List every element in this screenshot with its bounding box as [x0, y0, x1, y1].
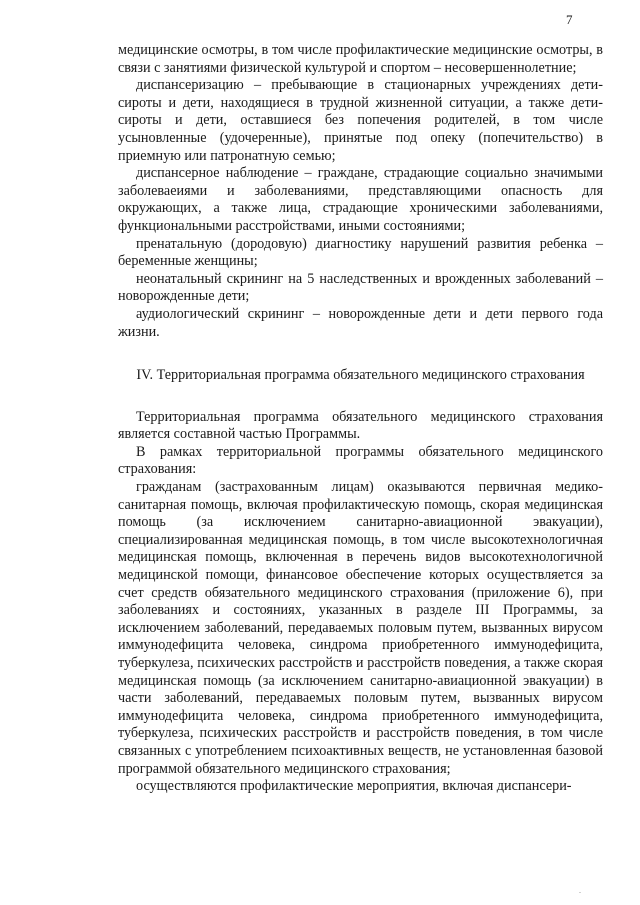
paragraph-territorial-program: Территориальная программа обязательного медицинского страхования является составной частью Программы. — [118, 408, 603, 443]
page-number: 7 — [566, 12, 573, 27]
paragraph-citizens-care: гражданам (застрахованным лицам) оказываются первичная медико-санитарная помощь, включая профилактическую помощь, скорая медицинская помощь (за исключением санитарно-авиационной эвакуации), специализированная медицинская помощь, в том числе высокотехнологичная медицинская помощь, включенная в перечень видов высокотехнологичной медицинской помощи, финансовое обеспечение которых осуществляется за счет средств обязательного медицинского страхования (приложение 6), при заболеваниях и состояниях, указанных в разделе III Программы, за исключением заболеваний, передаваемых половым путем, вызванных вирусом иммунодефицита человека, синдрома приобретенного иммунодефицита, туберкулеза, психических расстройств и расстройств поведения, а также скорая медицинская помощь (за исключением санитарно-авиационной эвакуации) в части заболеваний, передаваемых половым путем, вызванных вирусом иммунодефицита человека, синдрома приобретенного иммунодефицита, туберкулеза, психических расстройств и расстройств поведения, в том числе связанных с употреблением психоактивных веществ, не установленная базовой программой обязательного медицинского страхования; — [118, 479, 603, 777]
paragraph-dispensary-observation: диспансерное наблюдение – граждане, страдающие социально значимыми заболеваеиями и заболеваниями, представляющими опасность для окружающих, а также лица, страдающие хроническими заболеваниями, функциональными расстройствами, иными состояниями; — [118, 165, 603, 234]
paragraph-dispensarization: диспансеризацию – пребывающие в стационарных учреждениях дети-сироты и дети, находящиеся в трудной жизненной ситуации, а также дети-сироты и дети, оставшиеся без попечения родителей, в том числе усыновленные (удочеренные), принятые под опеку (попечительство) в приемную или патронатную семью; — [118, 77, 603, 164]
document-body — [118, 42, 603, 796]
paragraph-audiological-screening: аудиологический скрининг – новорожденные дети и дети первого года жизни. — [118, 305, 603, 340]
paragraph-within-program: В рамках территориальной программы обязательного медицинского страхования: — [118, 443, 603, 478]
paragraph-preventive-measures: осуществляются профилактические мероприятия, включая диспансери- — [136, 778, 572, 795]
scan-mark: . — [579, 886, 581, 895]
paragraph-medical-exams: медицинские осмотры, в том числе профилактические медицинские осмотры, в связи с занятиями физической культурой и спортом – несовершеннолетние; — [118, 42, 603, 76]
paragraph-neonatal-screening: неонатальный скрининг на 5 наследственных и врожденных заболеваний – новорожденные дети; — [118, 270, 603, 305]
section-heading: IV. Территориальная программа обязательного медицинского страхования — [136, 367, 585, 384]
paragraph-prenatal-diagnostics: пренатальную (дородовую) диагностику нарушений развития ребенка – беременные женщины; — [118, 235, 603, 270]
